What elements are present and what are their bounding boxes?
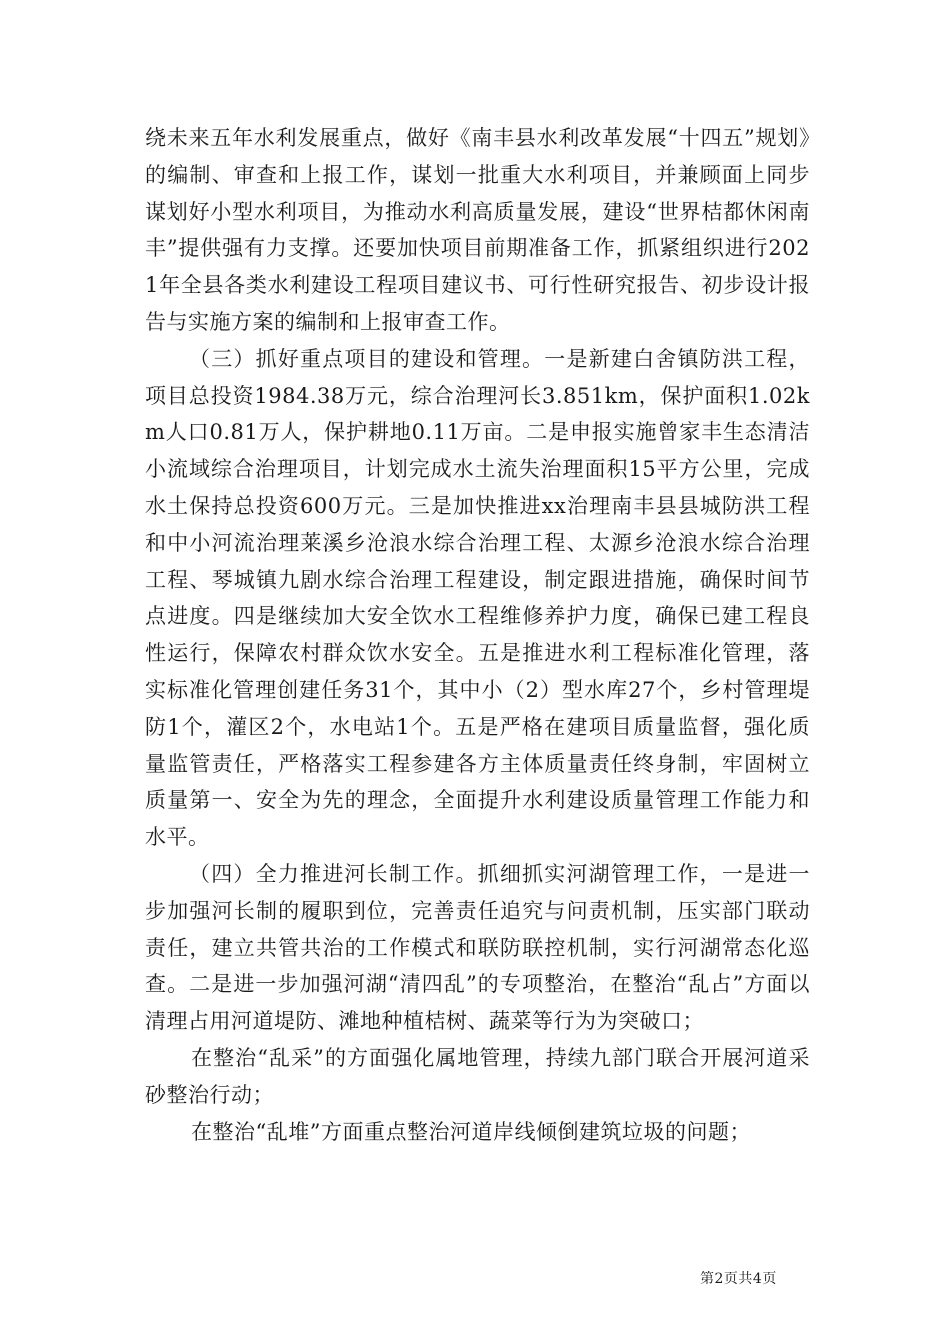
paragraph-river-chief: （四）全力推进河长制工作。抓细抓实河湖管理工作，一是进一步加强河长制的履职到位，完善责任追究与问责机制，压实部门联动责任，建立共管共治的工作模式和联防联控机制，实行河湖常态化巡查。二是进一步加强河湖“清四乱”的专项整治，在整治“乱占”方面以清理占用河道堤防、滩地种植桔树、蔬菜等行为为突破口； — [145, 861, 810, 1034]
document-body — [145, 120, 810, 1150]
paragraph-illegal-mining: 在整治“乱采”的方面强化属地管理，持续九部门联合开展河道采砂整治行动； — [145, 1045, 810, 1107]
page-number: 第2页共4页 — [700, 1271, 777, 1287]
paragraph-key-projects: （三）抓好重点项目的建设和管理。一是新建白舍镇防洪工程，项目总投资1984.38万元，综合治理河长3.851km，保护面积1.02km人口0.81万人，保护耕地0.11万亩。二是申报实施曾家丰生态清洁小流域综合治理项目，计划完成水土流失治理面积15平方公里，完成水土保持总投资600万元。三是加快推进xx治理南丰县县城防洪工程和中小河流治理莱溪乡沧浪水综合治理工程、太源乡沧浪水综合治理工程、琴城镇九剧水综合治理工程建设，制定跟进措施，确保时间节点进度。四是继续加大安全饮水工程维修养护力度，确保已建工程良性运行，保障农村群众饮水安全。五是推进水利工程标准化管理，落实标准化管理创建任务31个，其中小（2）型水库27个，乡村管理堤防1个，灌区2个，水电站1个。五是严格在建项目质量监督，强化质量监管责任，严格落实工程参建各方主体质量责任终身制，牢固树立质量第一、安全为先的理念，全面提升水利建设质量管理工作能力和水平。 — [145, 346, 810, 850]
paragraph-illegal-dumping: 在整治“乱堆”方面重点整治河道岸线倾倒建筑垃圾的问题； — [191, 1119, 751, 1144]
paragraph-planning: 绕未来五年水利发展重点，做好《南丰县水利改革发展“十四五”规划》的编制、审查和上报工作，谋划一批重大水利项目，并兼顾面上同步谋划好小型水利项目，为推动水利高质量发展，建设“世界桔都休闲南丰”提供强有力支撑。还要加快项目前期准备工作，抓紧组织进行2021年全县各类水利建设工程项目建议书、可行性研究报告、初步设计报告与实施方案的编制和上报审查工作。 — [145, 126, 810, 334]
